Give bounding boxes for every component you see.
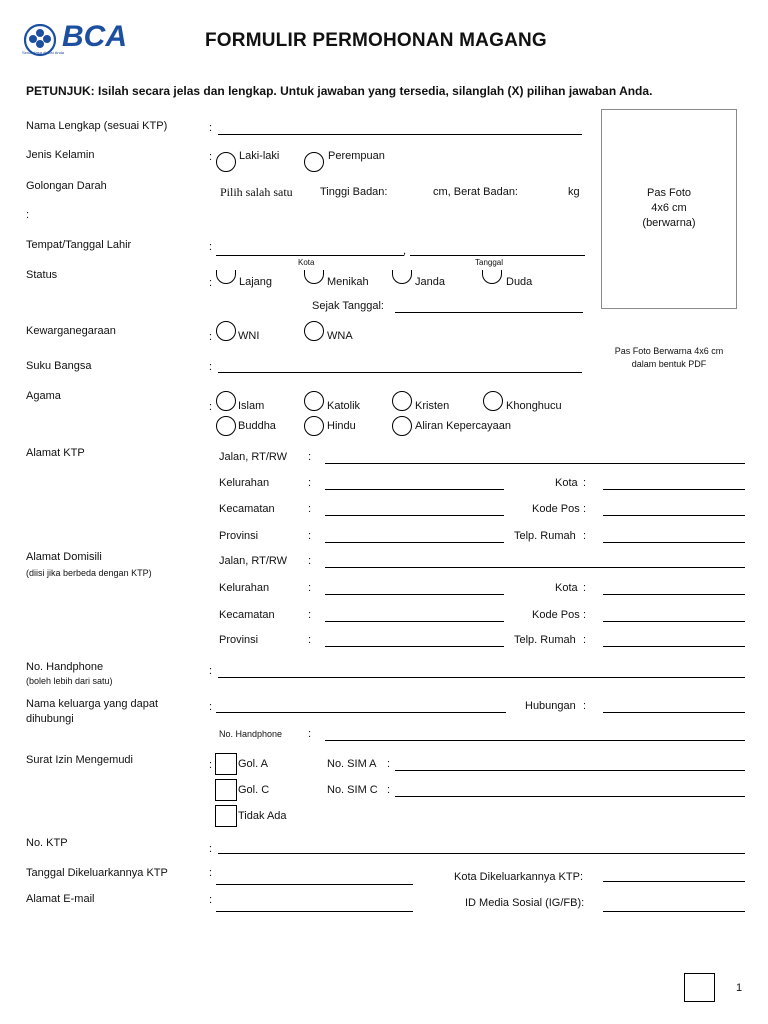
- input-ktp-telp-rumah[interactable]: [603, 542, 745, 543]
- radio-kristen[interactable]: [392, 391, 412, 411]
- golongan-darah-hint[interactable]: Pilih salah satu: [220, 185, 293, 199]
- colon: :: [209, 122, 213, 134]
- option-aliran-kepercayaan: Aliran Kepercayaan: [415, 420, 512, 432]
- colon: :: [209, 759, 213, 771]
- option-menikah: Menikah: [327, 276, 369, 288]
- checkbox-tidak-ada[interactable]: [215, 805, 237, 827]
- label-kg: kg: [568, 186, 580, 198]
- colon: :: [308, 609, 312, 621]
- radio-wna[interactable]: [304, 321, 324, 341]
- colon: :: [308, 728, 312, 740]
- label-media-sosial: ID Media Sosial (IG/FB):: [465, 897, 585, 909]
- input-ktp-kecamatan[interactable]: [325, 515, 504, 516]
- checkbox-gol-a[interactable]: [215, 753, 237, 775]
- label-kelurahan: Kelurahan: [219, 477, 270, 489]
- colon: :: [209, 701, 213, 713]
- colon: :: [209, 894, 213, 906]
- input-suku-bangsa[interactable]: [218, 372, 582, 373]
- radio-buddha[interactable]: [216, 416, 236, 436]
- label-kode-pos: Kode Pos: [532, 503, 580, 515]
- colon: :: [308, 582, 312, 594]
- label-nama: Nama Lengkap (sesuai KTP): [26, 120, 168, 132]
- label-provinsi: Provinsi: [219, 634, 259, 646]
- input-tempat-lahir[interactable]: [216, 255, 404, 256]
- colon: :: [308, 555, 312, 567]
- input-domisili-kelurahan[interactable]: [325, 594, 504, 595]
- option-tidak-ada: Tidak Ada: [238, 810, 287, 822]
- comma: ,: [403, 245, 407, 257]
- colon: :: [308, 477, 312, 489]
- colon: :: [387, 784, 391, 796]
- label-tanggal-ktp: Tanggal Dikeluarkannya KTP: [26, 867, 168, 879]
- input-ktp-kelurahan[interactable]: [325, 489, 504, 490]
- label-kecamatan: Kecamatan: [219, 609, 275, 621]
- option-perempuan: Perempuan: [328, 150, 385, 162]
- option-wni: WNI: [238, 330, 260, 342]
- colon: :: [583, 582, 587, 594]
- colon: :: [387, 758, 391, 770]
- radio-duda[interactable]: [482, 270, 502, 284]
- label-golongan-darah: Golongan Darah: [26, 180, 107, 192]
- input-no-sim-c[interactable]: [395, 796, 745, 797]
- colon: :: [209, 331, 213, 343]
- input-tanggal-ktp[interactable]: [216, 884, 413, 885]
- photo-label-3: (berwarna): [642, 217, 696, 229]
- page-number: 1: [736, 982, 743, 994]
- radio-perempuan[interactable]: [304, 152, 324, 172]
- radio-islam[interactable]: [216, 391, 236, 411]
- colon: :: [209, 241, 213, 253]
- label-kewarganegaraan: Kewarganegaraan: [26, 325, 116, 337]
- radio-katolik[interactable]: [304, 391, 324, 411]
- input-ktp-kode-pos[interactable]: [603, 515, 745, 516]
- input-kota-ktp[interactable]: [603, 881, 745, 882]
- label-hubungan: Hubungan: [525, 700, 576, 712]
- input-keluarga-handphone[interactable]: [325, 740, 745, 741]
- label-kota: Kota: [555, 582, 578, 594]
- input-domisili-provinsi[interactable]: [325, 646, 504, 647]
- label-sim: Surat Izin Mengemudi: [26, 754, 133, 766]
- photo-label-2: 4x6 cm: [651, 202, 687, 214]
- label-jenis-kelamin: Jenis Kelamin: [26, 149, 95, 161]
- radio-aliran-kepercayaan[interactable]: [392, 416, 412, 436]
- label-email: Alamat E-mail: [26, 893, 95, 905]
- label-keluarga-2: dihubungi: [26, 713, 74, 725]
- label-tinggi-badan: Tinggi Badan:: [320, 186, 388, 198]
- label-no-sim-c: No. SIM C: [327, 784, 378, 796]
- colon: :: [209, 843, 213, 855]
- handphone-note: (boleh lebih dari satu): [26, 676, 113, 686]
- label-agama: Agama: [26, 390, 61, 402]
- photo-caption-1: Pas Foto Berwarna 4x6 cm: [614, 346, 724, 356]
- option-gol-c: Gol. C: [238, 784, 270, 796]
- label-suku-bangsa: Suku Bangsa: [26, 360, 92, 372]
- label-kecamatan: Kecamatan: [219, 503, 275, 515]
- input-handphone[interactable]: [218, 677, 745, 678]
- input-domisili-kota[interactable]: [603, 594, 745, 595]
- radio-menikah[interactable]: [304, 270, 324, 284]
- label-cm-berat-badan: cm, Berat Badan:: [433, 186, 518, 198]
- colon: :: [308, 634, 312, 646]
- input-email[interactable]: [216, 911, 413, 912]
- stray-colon: :: [26, 209, 30, 221]
- colon: :: [209, 401, 213, 413]
- option-hindu: Hindu: [327, 420, 356, 432]
- colon: :: [583, 530, 587, 542]
- radio-hindu[interactable]: [304, 416, 324, 436]
- label-no-sim-a: No. SIM A: [327, 758, 377, 770]
- photo-label-1: Pas Foto: [646, 187, 692, 199]
- input-domisili-jalan[interactable]: [325, 567, 745, 568]
- page-corner-box: [684, 973, 715, 1002]
- input-domisili-telp-rumah[interactable]: [603, 646, 745, 647]
- option-wna: WNA: [327, 330, 353, 342]
- label-no-ktp: No. KTP: [26, 837, 68, 849]
- radio-lajang[interactable]: [216, 270, 236, 284]
- label-jalan: Jalan, RT/RW: [219, 555, 288, 567]
- radio-wni[interactable]: [216, 321, 236, 341]
- input-nama[interactable]: [218, 134, 582, 135]
- colon: :: [209, 277, 213, 289]
- colon: :: [209, 867, 213, 879]
- radio-khonghucu[interactable]: [483, 391, 503, 411]
- option-gol-a: Gol. A: [238, 758, 268, 770]
- colon: :: [209, 361, 213, 373]
- input-nama-keluarga[interactable]: [216, 712, 506, 713]
- photo-caption-2: dalam bentuk PDF: [631, 359, 707, 369]
- option-islam: Islam: [238, 400, 265, 412]
- logo-text: BCA: [62, 20, 127, 53]
- label-sejak-tanggal: Sejak Tanggal:: [312, 300, 384, 312]
- input-hubungan[interactable]: [603, 712, 745, 713]
- option-laki-laki: Laki-laki: [239, 150, 280, 162]
- colon: :: [308, 503, 312, 515]
- label-kode-pos: Kode Pos: [532, 609, 580, 621]
- label-telp-rumah: Telp. Rumah: [514, 634, 576, 646]
- radio-janda[interactable]: [392, 270, 412, 284]
- colon: :: [308, 530, 312, 542]
- label-alamat-ktp: Alamat KTP: [26, 447, 85, 459]
- option-khonghucu: Khonghucu: [506, 400, 562, 412]
- label-kota: Kota: [555, 477, 578, 489]
- label-handphone: No. Handphone: [26, 661, 104, 673]
- instructions: PETUNJUK: Isilah secara jelas dan lengkap. Untuk jawaban yang tersedia, silanglah (X) pilihan jawaban Anda.: [26, 84, 653, 98]
- option-kristen: Kristen: [415, 400, 450, 412]
- colon: :: [583, 477, 587, 489]
- label-jalan: Jalan, RT/RW: [219, 451, 288, 463]
- checkbox-gol-c[interactable]: [215, 779, 237, 801]
- option-buddha: Buddha: [238, 420, 276, 432]
- label-alamat-domisili: Alamat Domisili: [26, 551, 102, 563]
- label-keluarga-handphone: No. Handphone: [219, 729, 283, 739]
- sublabel-kota: Kota: [298, 258, 315, 267]
- option-katolik: Katolik: [327, 400, 361, 412]
- input-media-sosial[interactable]: [603, 911, 745, 912]
- colon: :: [209, 665, 213, 677]
- input-domisili-kecamatan[interactable]: [325, 621, 504, 622]
- label-kota-ktp: Kota Dikeluarkannya KTP:: [454, 871, 584, 883]
- option-lajang: Lajang: [239, 276, 273, 288]
- input-ktp-kota[interactable]: [603, 489, 745, 490]
- colon: :: [583, 634, 587, 646]
- input-no-sim-a[interactable]: [395, 770, 745, 771]
- option-duda: Duda: [506, 276, 533, 288]
- input-sejak-tanggal[interactable]: [395, 312, 583, 313]
- photo-box: [601, 109, 737, 309]
- label-telp-rumah: Telp. Rumah: [514, 530, 576, 542]
- sublabel-tanggal: Tanggal: [475, 258, 504, 267]
- input-no-ktp[interactable]: [218, 853, 745, 854]
- bca-logo: [22, 20, 134, 58]
- page-title: FORMULIR PERMOHONAN MAGANG: [205, 30, 547, 51]
- input-tanggal-lahir[interactable]: [410, 255, 585, 256]
- colon: :: [583, 609, 587, 621]
- label-provinsi: Provinsi: [219, 530, 259, 542]
- label-ttl: Tempat/Tanggal Lahir: [26, 239, 132, 251]
- label-status: Status: [26, 269, 58, 281]
- colon: :: [583, 700, 587, 712]
- colon: :: [308, 451, 312, 463]
- colon: :: [209, 151, 213, 163]
- label-kelurahan: Kelurahan: [219, 582, 270, 594]
- radio-laki-laki[interactable]: [216, 152, 236, 172]
- logo-tagline: Senantiasa di Sisi Anda: [22, 50, 65, 55]
- option-janda: Janda: [415, 276, 445, 288]
- domisili-note: (diisi jika berbeda dengan KTP): [26, 568, 152, 578]
- label-keluarga-1: Nama keluarga yang dapat: [26, 698, 159, 710]
- input-ktp-jalan[interactable]: [325, 463, 745, 464]
- colon: :: [583, 503, 587, 515]
- input-domisili-kode-pos[interactable]: [603, 621, 745, 622]
- input-ktp-provinsi[interactable]: [325, 542, 504, 543]
